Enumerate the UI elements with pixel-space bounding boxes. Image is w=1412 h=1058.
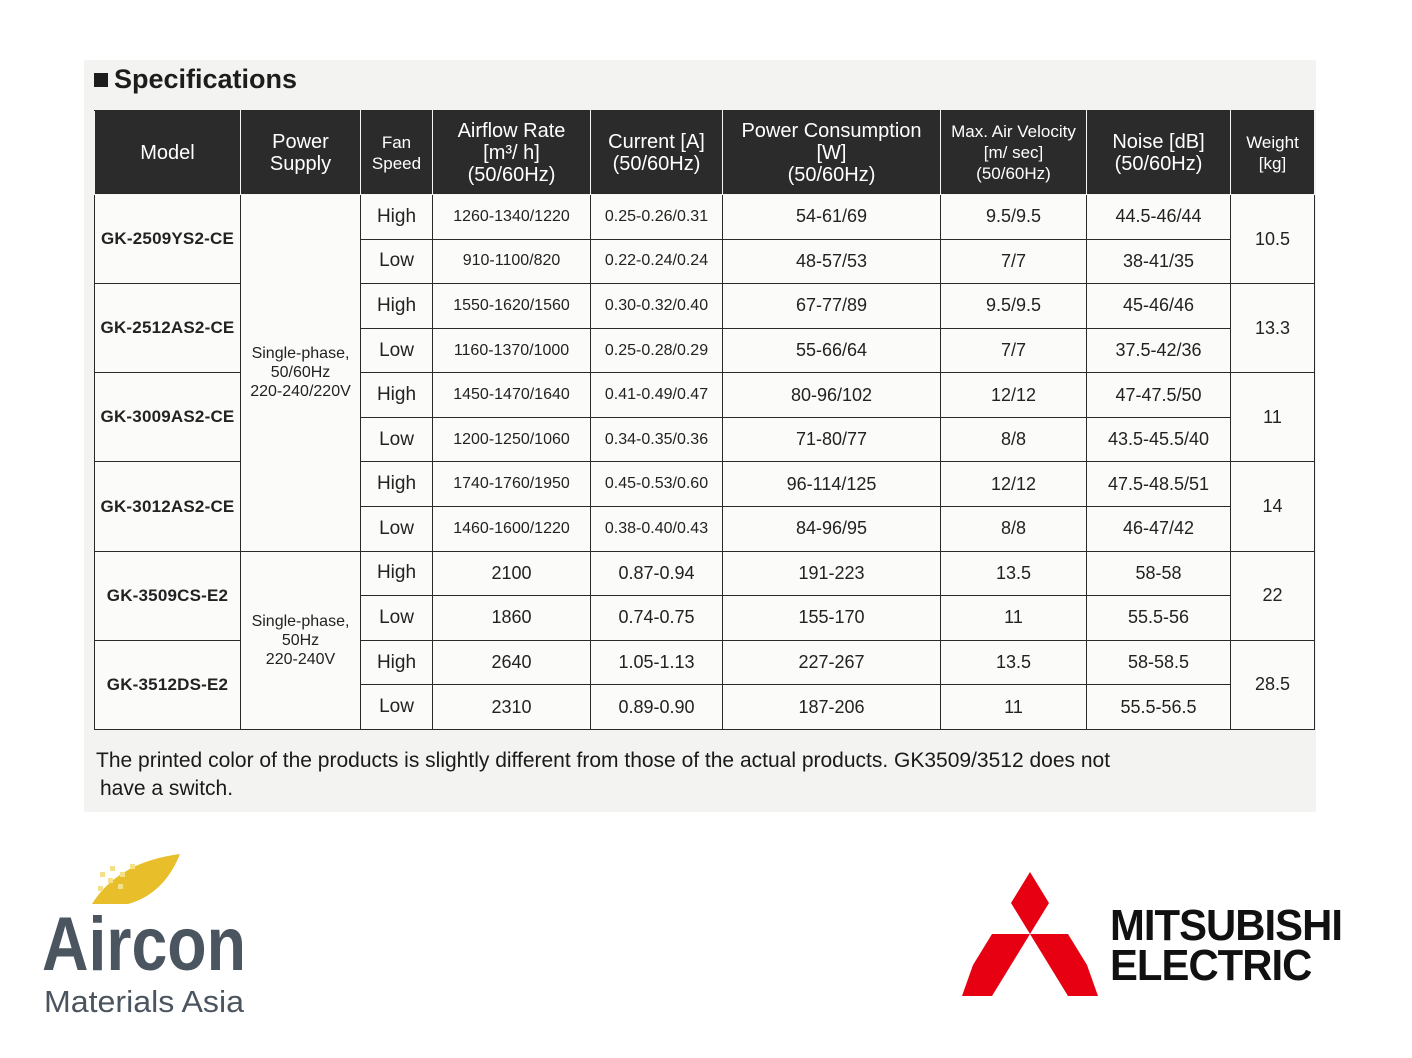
airflow-cell: 1450-1470/1640 bbox=[433, 373, 591, 418]
fan-speed-cell: High bbox=[361, 462, 433, 507]
table-row bbox=[95, 195, 1315, 240]
fan-speed-cell: High bbox=[361, 640, 433, 685]
noise-cell: 44.5-46/44 bbox=[1087, 195, 1231, 240]
airflow-cell: 1260-1340/1220 bbox=[433, 195, 591, 240]
power-cell: 84-96/95 bbox=[723, 507, 941, 552]
current-cell: 0.38-0.40/0.43 bbox=[591, 507, 723, 552]
airflow-cell: 1460-1600/1220 bbox=[433, 507, 591, 552]
airflow-cell: 2100 bbox=[433, 551, 591, 596]
fan-speed-cell: Low bbox=[361, 596, 433, 641]
fan-speed-cell: Low bbox=[361, 328, 433, 373]
noise-cell: 47.5-48.5/51 bbox=[1087, 462, 1231, 507]
velocity-cell: 9.5/9.5 bbox=[941, 195, 1087, 240]
velocity-cell: 11 bbox=[941, 685, 1087, 730]
model-cell: GK-2509YS2-CE bbox=[95, 195, 241, 284]
power-cell: 71-80/77 bbox=[723, 417, 941, 462]
weight-cell: 22 bbox=[1231, 551, 1315, 640]
power-cell: 187-206 bbox=[723, 685, 941, 730]
current-cell: 0.45-0.53/0.60 bbox=[591, 462, 723, 507]
power-cell: 96-114/125 bbox=[723, 462, 941, 507]
velocity-cell: 13.5 bbox=[941, 640, 1087, 685]
velocity-cell: 9.5/9.5 bbox=[941, 284, 1087, 329]
power-cell: 67-77/89 bbox=[723, 284, 941, 329]
fan-speed-cell: High bbox=[361, 195, 433, 240]
noise-cell: 45-46/46 bbox=[1087, 284, 1231, 329]
power-supply-cell: Single-phase, 50Hz 220-240V bbox=[241, 551, 361, 729]
current-cell: 0.30-0.32/0.40 bbox=[591, 284, 723, 329]
header-power-consumption: Power Consumption [W] (50/60Hz) bbox=[723, 111, 941, 195]
velocity-cell: 12/12 bbox=[941, 373, 1087, 418]
aircon-logo-word: Aircon bbox=[42, 902, 246, 987]
table-row bbox=[95, 551, 1315, 596]
velocity-cell: 11 bbox=[941, 596, 1087, 641]
fan-speed-cell: Low bbox=[361, 685, 433, 730]
electric-word: ELECTRIC bbox=[1110, 941, 1312, 990]
power-cell: 54-61/69 bbox=[723, 195, 941, 240]
footnote-line-1: The printed color of the products is slightly different from those of the actual products. GK3509/3512 does not bbox=[96, 749, 1111, 772]
model-cell: GK-2512AS2-CE bbox=[95, 284, 241, 373]
fan-speed-cell: Low bbox=[361, 239, 433, 284]
airflow-cell: 1550-1620/1560 bbox=[433, 284, 591, 329]
fan-speed-cell: Low bbox=[361, 507, 433, 552]
mitsubishi-three-diamonds-icon bbox=[962, 872, 1098, 996]
current-cell: 0.89-0.90 bbox=[591, 685, 723, 730]
velocity-cell: 7/7 bbox=[941, 239, 1087, 284]
mitsubishi-electric-logo bbox=[1110, 901, 1343, 990]
airflow-cell: 910-1100/820 bbox=[433, 239, 591, 284]
model-cell: GK-3012AS2-CE bbox=[95, 462, 241, 551]
noise-cell: 46-47/42 bbox=[1087, 507, 1231, 552]
fan-speed-cell: Low bbox=[361, 417, 433, 462]
noise-cell: 47-47.5/50 bbox=[1087, 373, 1231, 418]
power-cell: 155-170 bbox=[723, 596, 941, 641]
noise-cell: 58-58.5 bbox=[1087, 640, 1231, 685]
weight-cell: 28.5 bbox=[1231, 640, 1315, 729]
fan-speed-cell: High bbox=[361, 551, 433, 596]
power-cell: 227-267 bbox=[723, 640, 941, 685]
noise-cell: 43.5-45.5/40 bbox=[1087, 417, 1231, 462]
current-cell: 0.25-0.28/0.29 bbox=[591, 328, 723, 373]
power-cell: 191-223 bbox=[723, 551, 941, 596]
airflow-cell: 1740-1760/1950 bbox=[433, 462, 591, 507]
aircon-logo-subtitle: Materials Asia bbox=[44, 984, 245, 1019]
airflow-cell: 1160-1370/1000 bbox=[433, 328, 591, 373]
weight-cell: 10.5 bbox=[1231, 195, 1315, 284]
power-supply-cell: Single-phase, 50/60Hz 220-240/220V bbox=[241, 195, 361, 552]
noise-cell: 38-41/35 bbox=[1087, 239, 1231, 284]
header-noise: Noise [dB] (50/60Hz) bbox=[1087, 111, 1231, 195]
header-model: Model bbox=[95, 111, 241, 195]
weight-cell: 13.3 bbox=[1231, 284, 1315, 373]
current-cell: 0.22-0.24/0.24 bbox=[591, 239, 723, 284]
header-power-supply: Power Supply bbox=[241, 111, 361, 195]
table-header-row bbox=[95, 111, 1315, 195]
fan-speed-cell: High bbox=[361, 373, 433, 418]
velocity-cell: 7/7 bbox=[941, 328, 1087, 373]
noise-cell: 58-58 bbox=[1087, 551, 1231, 596]
section-title-text: Specifications bbox=[114, 64, 298, 94]
header-weight: Weight [kg] bbox=[1231, 111, 1315, 195]
current-cell: 0.74-0.75 bbox=[591, 596, 723, 641]
current-cell: 0.41-0.49/0.47 bbox=[591, 373, 723, 418]
model-cell: GK-3009AS2-CE bbox=[95, 373, 241, 462]
model-cell: GK-3509CS-E2 bbox=[95, 551, 241, 640]
power-cell: 55-66/64 bbox=[723, 328, 941, 373]
fan-speed-cell: High bbox=[361, 284, 433, 329]
header-air-velocity: Max. Air Velocity [m/ sec] (50/60Hz) bbox=[941, 111, 1087, 195]
noise-cell: 37.5-42/36 bbox=[1087, 328, 1231, 373]
header-current: Current [A] (50/60Hz) bbox=[591, 111, 723, 195]
airflow-cell: 2640 bbox=[433, 640, 591, 685]
current-cell: 0.34-0.35/0.36 bbox=[591, 417, 723, 462]
header-airflow: Airflow Rate [m³/ h] (50/60Hz) bbox=[433, 111, 591, 195]
section-title bbox=[94, 64, 297, 95]
power-cell: 48-57/53 bbox=[723, 239, 941, 284]
power-cell: 80-96/102 bbox=[723, 373, 941, 418]
velocity-cell: 8/8 bbox=[941, 417, 1087, 462]
airflow-cell: 2310 bbox=[433, 685, 591, 730]
current-cell: 0.25-0.26/0.31 bbox=[591, 195, 723, 240]
aircon-materials-asia-logo bbox=[40, 852, 250, 1022]
current-cell: 1.05-1.13 bbox=[591, 640, 723, 685]
weight-cell: 11 bbox=[1231, 373, 1315, 462]
velocity-cell: 12/12 bbox=[941, 462, 1087, 507]
airflow-cell: 1860 bbox=[433, 596, 591, 641]
square-bullet-icon bbox=[94, 73, 108, 87]
current-cell: 0.87-0.94 bbox=[591, 551, 723, 596]
footnote bbox=[96, 747, 1316, 803]
mitsubishi-word: MITSUBISHI bbox=[1110, 901, 1343, 950]
specifications-table bbox=[94, 110, 1315, 730]
yellow-leaf-icon bbox=[92, 854, 180, 904]
weight-cell: 14 bbox=[1231, 462, 1315, 551]
airflow-cell: 1200-1250/1060 bbox=[433, 417, 591, 462]
header-fan-speed: Fan Speed bbox=[361, 111, 433, 195]
velocity-cell: 13.5 bbox=[941, 551, 1087, 596]
noise-cell: 55.5-56.5 bbox=[1087, 685, 1231, 730]
velocity-cell: 8/8 bbox=[941, 507, 1087, 552]
footnote-line-2: have a switch. bbox=[100, 777, 234, 800]
noise-cell: 55.5-56 bbox=[1087, 596, 1231, 641]
model-cell: GK-3512DS-E2 bbox=[95, 640, 241, 729]
